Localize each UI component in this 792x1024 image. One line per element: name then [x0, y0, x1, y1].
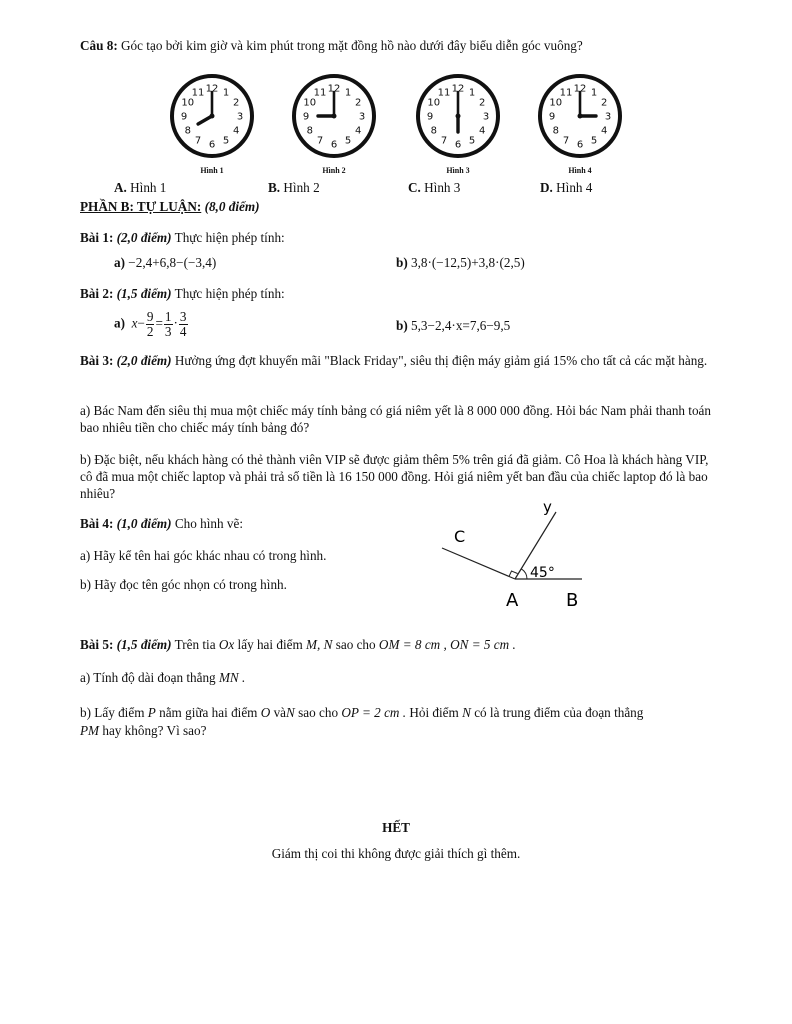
- bai-1-b: b) 3,8·(−12,5)+3,8·(2,5): [396, 255, 525, 270]
- clock-number: 3: [604, 111, 612, 123]
- bai-4-b: b) Hãy đọc tên góc nhọn có trong hình.: [80, 577, 287, 592]
- clock-number: 9: [426, 111, 434, 123]
- bai-4-a: a) Hãy kể tên hai góc khác nhau có trong hình.: [80, 548, 327, 563]
- option-b: B. Hình 2: [268, 180, 320, 195]
- bai-1-heading: Bài 1: (2,0 điểm) Thực hiện phép tính:: [80, 230, 285, 245]
- clock-number: 12: [451, 83, 465, 95]
- question-8: [80, 38, 583, 54]
- right-angle-mark: [509, 571, 518, 577]
- clock-4: [538, 74, 622, 158]
- clock-number: 9: [180, 111, 188, 123]
- clock-center: [578, 114, 583, 119]
- clock-number: 9: [302, 111, 310, 123]
- clock-number: 3: [358, 111, 366, 123]
- clock-1: [170, 74, 254, 158]
- clock-center: [456, 114, 461, 119]
- clock-number: 8: [306, 125, 313, 137]
- part-b-heading: PHẦN B: TỰ LUẬN: (8,0 điểm): [80, 199, 260, 214]
- clock-number: 6: [454, 139, 462, 151]
- bai-4-heading: Bài 4: (1,0 điểm) Cho hình vẽ:: [80, 516, 244, 531]
- bai-5-b-line2: PM hay không? Vì sao?: [80, 723, 207, 738]
- clock-number: 2: [355, 97, 362, 109]
- clock-number: 10: [181, 97, 195, 109]
- end-marker: HẾT: [382, 820, 410, 835]
- clock-number: 4: [355, 125, 362, 137]
- clock-number: 3: [482, 111, 490, 123]
- clock-number: 5: [344, 135, 352, 147]
- clock-center: [210, 114, 215, 119]
- clock-number: 11: [559, 87, 573, 99]
- clock-number: 6: [208, 139, 216, 151]
- clock-number: 8: [552, 125, 559, 137]
- bai-2-b: b) 5,3−2,4·x=7,6−9,5: [396, 318, 511, 333]
- ray-ac: [442, 548, 515, 579]
- bai-5-heading: Bài 5: (1,5 điểm) Trên tia Ox lấy hai điểm M, N sao cho OM = 8 cm , ON = 5 cm .: [80, 637, 516, 652]
- clock-number: 9: [548, 111, 556, 123]
- bai-5-a: a) Tính độ dài đoạn thẳng MN .: [80, 670, 246, 685]
- clock-number: 4: [479, 125, 486, 137]
- bai-2-heading: Bài 2: (1,5 điểm) Thực hiện phép tính:: [80, 286, 285, 301]
- clock-number: 10: [427, 97, 441, 109]
- q8-label: Câu 8:: [80, 38, 118, 53]
- clock-number: 5: [468, 135, 476, 147]
- clock-caption-1: Hình 1: [200, 166, 224, 175]
- label-c: C: [454, 527, 466, 546]
- clock-number: 12: [327, 83, 341, 95]
- clock-number: 1: [222, 87, 230, 99]
- clock-2: [292, 74, 376, 158]
- clock-number: 7: [440, 135, 448, 147]
- bai-3-a: a) Bác Nam đến siêu thị mua một chiếc máy tính bảng có giá niêm yết là 8 000 000 đồng. Hỏi bác Nam phải thanh toán bao nhiêu tiền cho chiếc máy tính bảng đó?: [80, 403, 712, 435]
- clock-number: 7: [194, 135, 202, 147]
- clock-number: 1: [344, 87, 352, 99]
- clock-number: 1: [590, 87, 598, 99]
- bai-3-b: b) Đặc biệt, nếu khách hàng có thẻ thành viên VIP sẽ được giảm thêm 5% trên giá đã giảm. Cô Hoa là khách hàng VIP, cô đã mua một chiếc laptop và phải trả số tiền là 16 150 000 đồng. Hỏi giá niêm yết ban đầu của chiếc laptop đó là bao nhiêu?: [80, 452, 709, 501]
- angle-arc: [521, 569, 527, 579]
- bai-3-heading: Bài 3: (2,0 điểm) Hưởng ứng đợt khuyến mãi "Black Friday", siêu thị điện máy giảm giá 15% cho tất cả các mặt hàng.: [80, 353, 708, 368]
- clock-number: 7: [316, 135, 324, 147]
- bai-2-a: a) x− $\frac{9}{2}$ = $\frac{1}{3}$ · $\frac{3}{4}$: [114, 309, 187, 339]
- clock-number: 11: [191, 87, 205, 99]
- clock-number: 6: [330, 139, 338, 151]
- clock-number: 11: [313, 87, 327, 99]
- clock-number: 4: [233, 125, 240, 137]
- clock-number: 1: [468, 87, 476, 99]
- clock-number: 12: [573, 83, 587, 95]
- bai-1-a: a) −2,4+6,8−(−3,4): [114, 255, 217, 270]
- angle-figure: [430, 498, 600, 616]
- clock-center: [332, 114, 337, 119]
- label-angle: 45°: [530, 565, 555, 581]
- bai-5-b-line1: b) Lấy điểm P nằm giữa hai điểm O vàN sao cho OP = 2 cm . Hỏi điểm N có là trung điểm của đoạn thẳng: [80, 705, 644, 720]
- clock-number: 8: [184, 125, 191, 137]
- clock-number: 2: [479, 97, 486, 109]
- clock-caption-2: Hình 2: [322, 166, 346, 175]
- clock-number: 5: [590, 135, 598, 147]
- clock-number: 6: [576, 139, 584, 151]
- clock-number: 12: [205, 83, 219, 95]
- clock-number: 11: [437, 87, 451, 99]
- clock-number: 8: [430, 125, 437, 137]
- label-a: A: [506, 590, 519, 611]
- clock-number: 10: [303, 97, 317, 109]
- clock-number: 7: [562, 135, 570, 147]
- clock-3: [416, 74, 500, 158]
- clock-number: 4: [601, 125, 608, 137]
- clock-number: 3: [236, 111, 244, 123]
- clock-number: 2: [233, 97, 240, 109]
- clock-number: 5: [222, 135, 230, 147]
- label-b: B: [566, 590, 579, 611]
- footer-note: Giám thị coi thi không được giải thích gì thêm.: [271, 846, 521, 861]
- clock-number: 10: [549, 97, 563, 109]
- q8-text: Góc tạo bởi kim giờ và kim phút trong mặt đồng hồ nào dưới đây biểu diễn góc vuông?: [121, 38, 583, 53]
- label-y: y: [543, 498, 552, 516]
- clock-caption-4: Hình 4: [568, 166, 592, 175]
- option-c: C. Hình 3: [408, 180, 461, 195]
- clock-number: 2: [601, 97, 608, 109]
- option-a: A. Hình 1: [114, 180, 167, 195]
- clock-caption-3: Hình 3: [446, 166, 470, 175]
- option-d: D. Hình 4: [540, 180, 593, 195]
